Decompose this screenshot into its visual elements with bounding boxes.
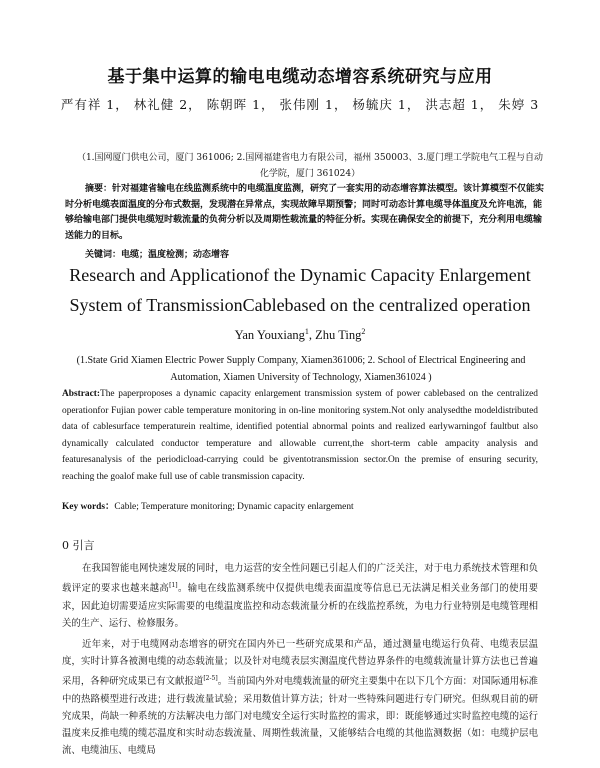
paragraph-1-part-a: 在我国智能电网快速发展的同时，电力运营的安全性问题已引起人们的广泛关注，对于电力系统技术管理和负载评定的要求也越来越高 (62, 563, 538, 595)
chinese-abstract-label: 摘要： (85, 184, 113, 194)
citation-1: [1] (169, 582, 178, 590)
english-author-1: Yan Youxiang (234, 328, 305, 343)
english-keywords-label: Key words： (62, 502, 115, 512)
chinese-keywords-label: 关键词： (85, 250, 122, 260)
english-title-line-2: System of TransmissionCablebased on the centralized operation (69, 295, 531, 315)
paragraph-2-part-b: 。当前国内外对电缆载流量的研究主要集中在以下几个方面：对国际通用标准中的热路模型进行改进；进行载流量试验；采用数值计算方法；针对一些特殊问题进行专门研究。但纵观目前的研究成果，尚缺一种系统的方法解决电力部门对电缆安全运行实时监控的需求，即：既能够通过实时监控电缆的运行温度来反推电缆的缆芯温度和实时动态载流量、周期性载流量，又能够结合电缆的其他监测数据（如：电缆护层电流、电缆油压、电缆局 (62, 676, 538, 757)
english-author-1-sup: 1 (304, 327, 309, 336)
english-affiliation: (1.State Grid Xiamen Electric Power Supply Company, Xiamen361006; 2. School of Electrical Engineering and Automation, Xiamen University of Technology, Xiamen361024 ) (76, 355, 526, 383)
english-keywords-text: Cable; Temperature monitoring; Dynamic capacity enlargement (114, 502, 354, 512)
english-title-line-1: Research and Applicationof the Dynamic Capacity Enlargement (69, 265, 531, 285)
paragraph-1-part-b: 。输电在线监测系统中仅提供电缆表面温度等信息已无法满足相关业务部门的使用要求，因此迫切需要适应实际需要的电缆温度监控和动态载流量分析的在线监控系统，为电力行业特别是电缆管理相关的生产、运行、检修服务。 (62, 583, 538, 629)
citation-2: [2-5] (203, 675, 218, 683)
chinese-abstract-text: 针对福建省输电在线监测系统中的电缆温度监测，研究了一套实用的动态增容算法模型。该计算模型不仅能实时分析电缆表面温度的分布式数据，发现潜在异常点，实现故障早期预警；同时可动态计算电缆导体温度及允许电流，能够给输电部门提供电缆短时载流量的负荷分析以及周期性载流量的特征分析。实现在确保安全的前提下，充分利用电缆输送能力的目标。 (65, 184, 545, 241)
english-abstract (62, 386, 538, 486)
paragraph-1 (62, 560, 538, 632)
paragraph-2 (62, 636, 538, 760)
english-title (0, 260, 600, 320)
english-author-2-sup: 2 (361, 327, 366, 336)
chinese-abstract (65, 182, 550, 244)
chinese-affiliation: （1.国网厦门供电公司，厦门 361006; 2.国网福建省电力有限公司，福州 350003、3.厦门理工学院电气工程与自动化学院，厦门 361024） (76, 153, 544, 179)
chinese-keywords (85, 247, 229, 260)
english-keywords (62, 498, 538, 512)
section-heading: 0 引言 (62, 539, 95, 552)
english-author-separator: , (308, 328, 316, 343)
chinese-authors: 严有祥 1， 林礼健 2， 陈朝晖 1， 张伟刚 1， 杨毓庆 1， 洪志超 1， 朱婷 3 (60, 97, 540, 112)
english-abstract-text: The paperproposes a dynamic capacity enlargement transmission system of power cablebased on the centralized operationfor Fujian power cable temperature monitoring in on-line monitoring system.Not only analysedthe modeldistributed data of cablesurface temperaturein realtime, identified potential abnormal points and realized earlywarningof faultbut also dynamically calculated conductor temperature and allowable current,the short-term cable ampacity analysis and featuresanalysis of the periodicload-carrying could be giventotransmission sector.On the premise of ensuring security, reaching the goalof make full use of cable transmission capacity. (62, 389, 538, 482)
body-text (62, 560, 538, 759)
chinese-title: 基于集中运算的输电电缆动态增容系统研究与应用 (107, 67, 493, 87)
english-authors (0, 327, 600, 343)
chinese-keywords-text: 电缆；温度检测；动态增容 (121, 250, 230, 260)
english-abstract-label: Abstract: (62, 389, 101, 399)
english-author-2: Zhu Ting (315, 328, 362, 343)
paragraph-2-part-a: 近年来，对于电缆网动态增容的研究在国内外已一些研究成果和产品，通过测量电缆运行负荷、电缆表层温度，实时计算各被测电缆的动态载流量；以及针对电缆表层实测温度代替边界条件的电缆载流量计算方法也已普遍采用，各种研究成果已有文献报道 (62, 638, 538, 688)
